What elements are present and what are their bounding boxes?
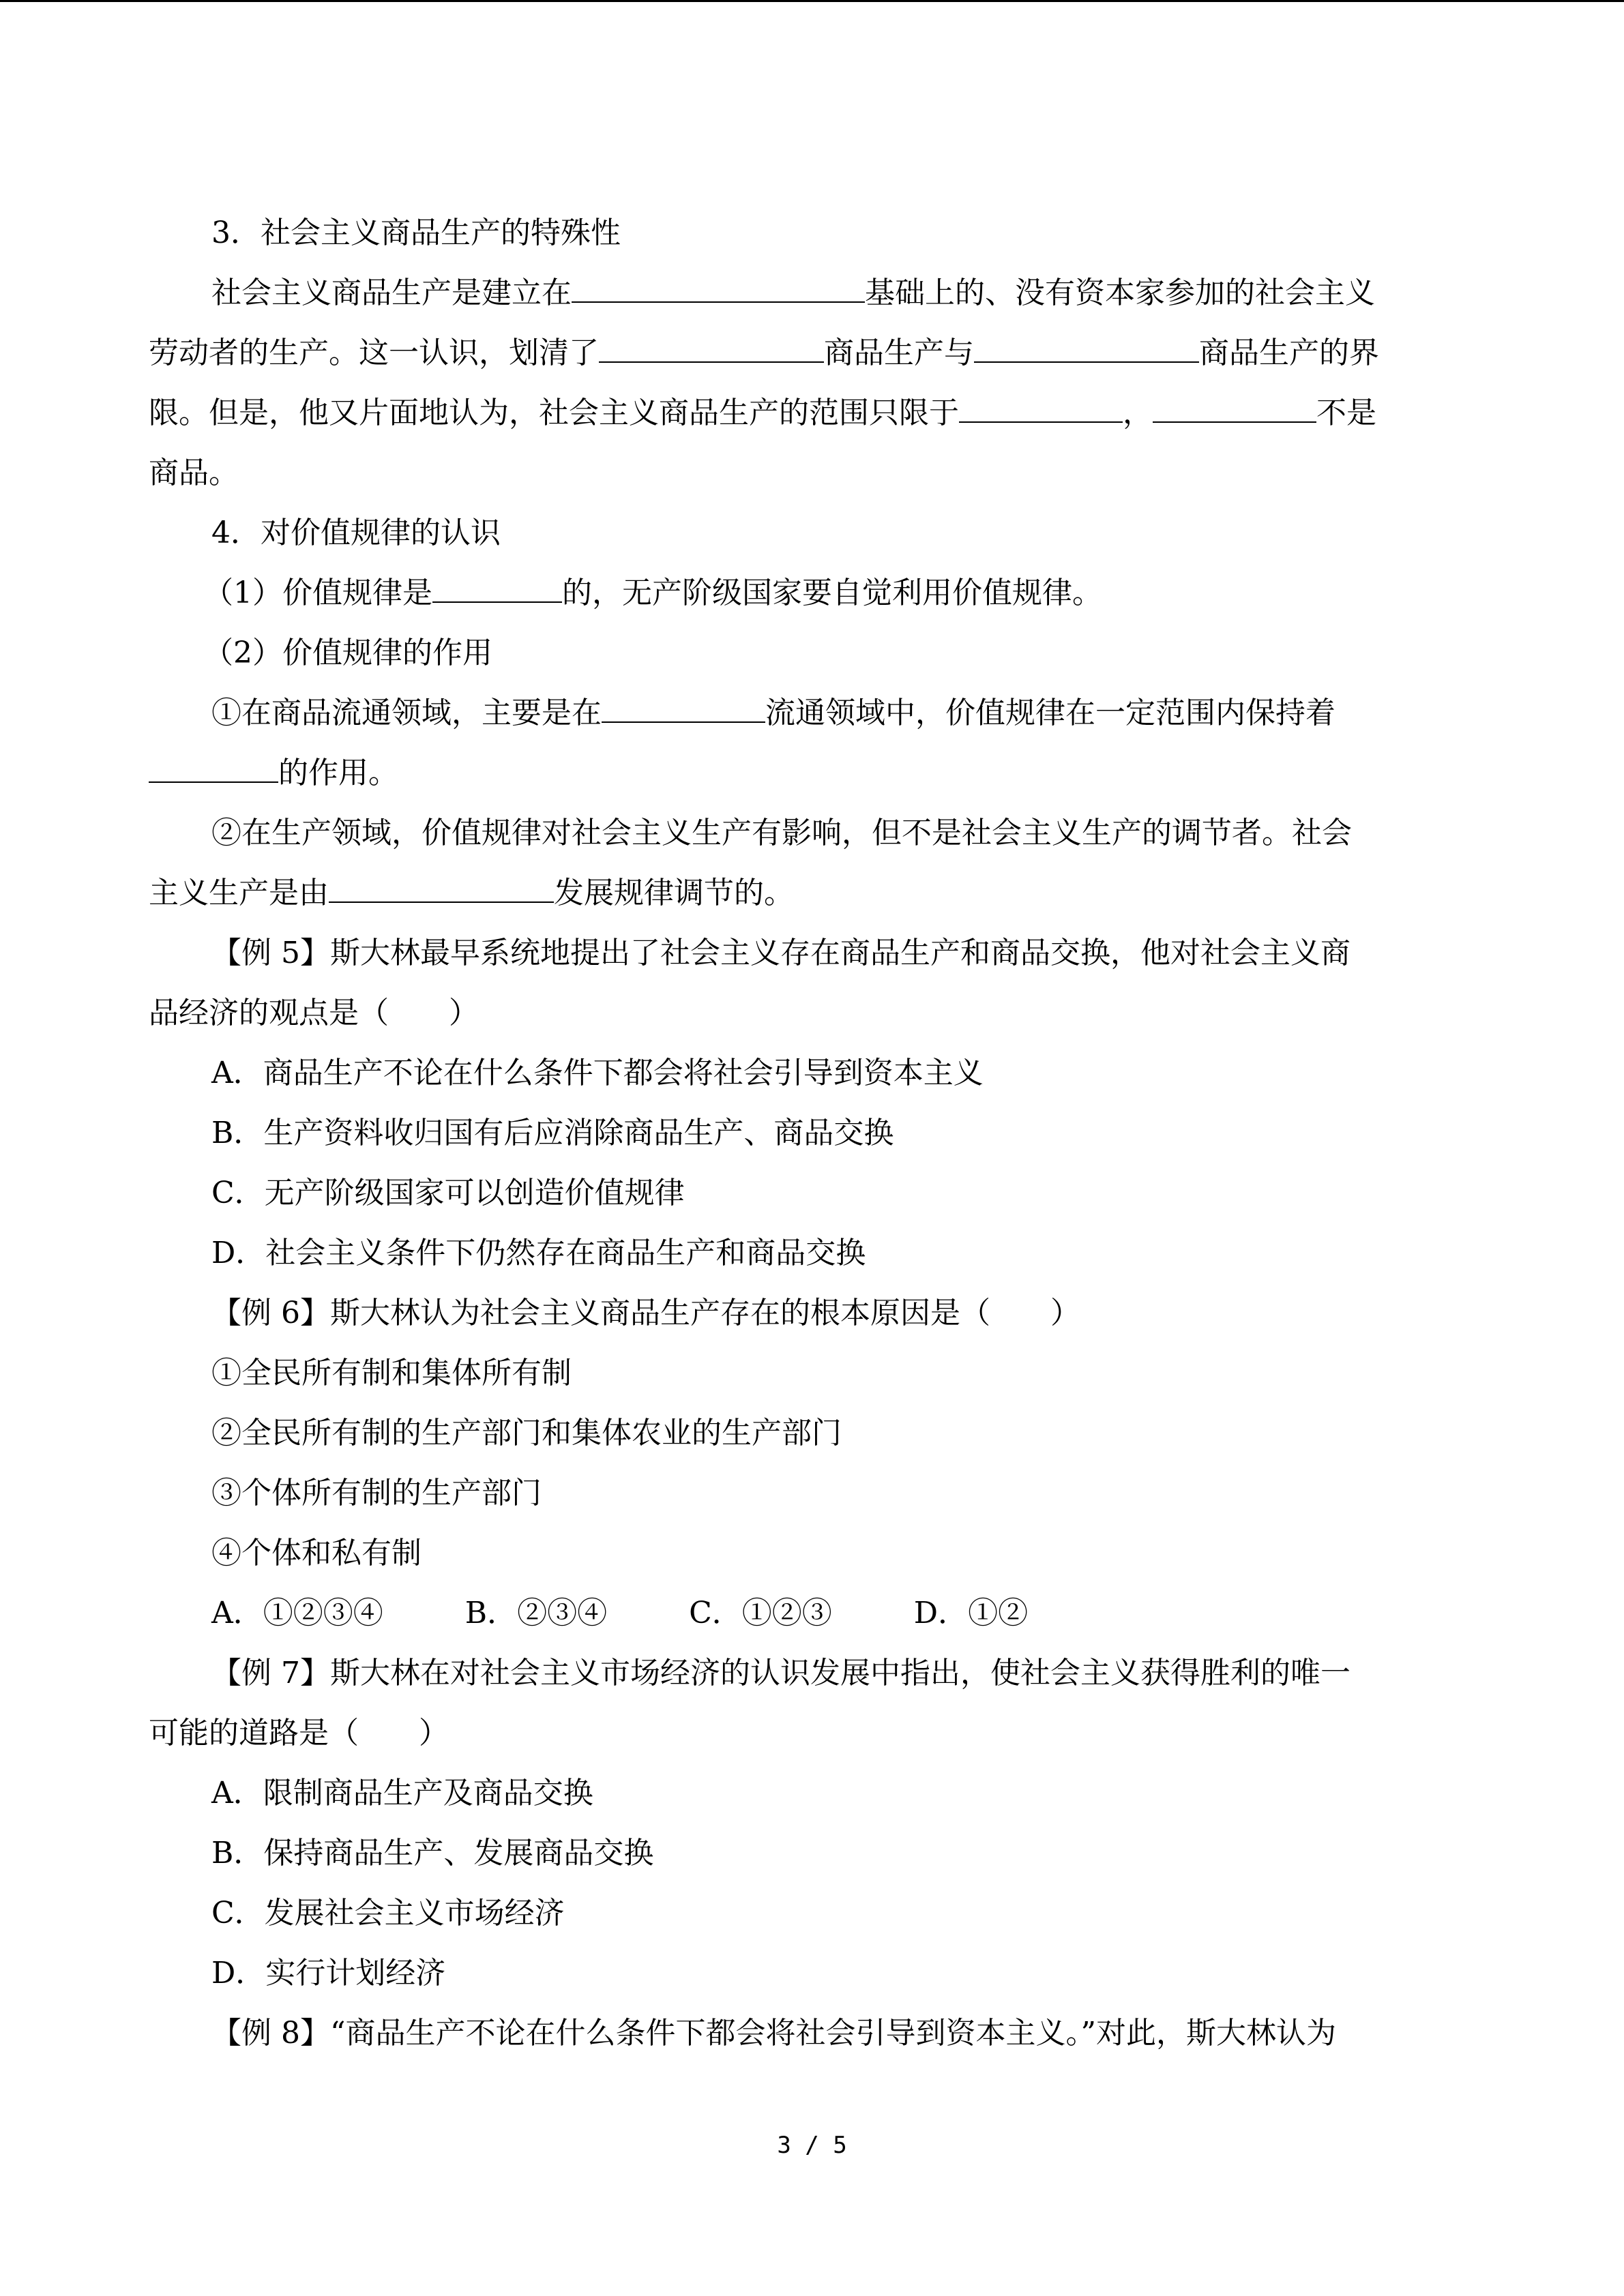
section-4-circled-1-line xyxy=(149,683,1458,743)
example-6-option-c[interactable]: C．①②③ xyxy=(689,1596,832,1630)
example-7-option-c[interactable]: C．发展社会主义市场经济 xyxy=(211,1896,565,1930)
text-segment: 限。但是，他又片面地认为，社会主义商品生产的范围只限于 xyxy=(149,396,959,430)
section-3-paragraph-line xyxy=(149,323,1458,383)
text-segment: 发展规律调节的。 xyxy=(554,876,794,910)
example-6-option-d[interactable]: D．①② xyxy=(913,1596,1029,1630)
example-7-option-b[interactable]: B．保持商品生产、发展商品交换 xyxy=(211,1836,654,1870)
section-4-circled-2-line xyxy=(149,863,1458,923)
page-number: 3 / 5 xyxy=(777,2132,847,2159)
top-border xyxy=(0,0,1624,2)
example-7-stem: 【例 7】斯大林在对社会主义市场经济的认识发展中指出，使社会主义获得胜利的唯一 xyxy=(211,1656,1350,1690)
text-segment: 基础上的、没有资本家参加的社会主义 xyxy=(865,275,1375,310)
example-6-option-a[interactable]: A．①②③④ xyxy=(211,1596,383,1630)
text-segment: 主义生产是由 xyxy=(149,876,329,910)
section-3-paragraph-line xyxy=(149,383,1458,443)
section-3-heading: 3．社会主义商品生产的特殊性 xyxy=(211,215,621,250)
example-8-stem: 【例 8】“商品生产不论在什么条件下都会将社会引导到资本主义。”对此，斯大林认为 xyxy=(211,2016,1336,2051)
example-6-options xyxy=(149,1583,1458,1643)
text-segment: ， xyxy=(1123,396,1153,430)
text-segment: 流通领域中，价值规律在一定范围内保持着 xyxy=(765,696,1335,730)
section-4-circled-2-line: ②在生产领域，价值规律对社会主义生产有影响，但不是社会主义生产的调节者。社会 xyxy=(211,816,1352,850)
example-6-item-4: ④个体和私有制 xyxy=(211,1536,422,1570)
example-5-option-c[interactable]: C．无产阶级国家可以创造价值规律 xyxy=(211,1176,685,1210)
page-content xyxy=(149,203,1458,2063)
example-5-option-a[interactable]: A．商品生产不论在什么条件下都会将社会引导到资本主义 xyxy=(211,1056,984,1090)
example-7-stem: 可能的道路是（ ） xyxy=(149,1716,449,1750)
section-4-item-1 xyxy=(149,563,1458,623)
text-segment: （1）价值规律是 xyxy=(203,576,432,610)
fill-in-blank[interactable] xyxy=(149,758,278,783)
text-segment: 商品生产与 xyxy=(824,336,974,370)
text-segment: 劳动者的生产。这一认识，划清了 xyxy=(149,336,599,370)
section-4-heading: 4．对价值规律的认识 xyxy=(211,516,501,550)
example-6-item-3: ③个体所有制的生产部门 xyxy=(211,1476,542,1510)
fill-in-blank[interactable] xyxy=(432,578,562,603)
example-6-item-2: ②全民所有制的生产部门和集体农业的生产部门 xyxy=(211,1416,842,1450)
example-5-stem: 品经济的观点是（ ） xyxy=(149,996,479,1030)
text-segment: 社会主义商品生产是建立在 xyxy=(211,275,572,310)
text-segment: ①在商品流通领域，主要是在 xyxy=(211,696,602,730)
section-3-paragraph-line: 商品。 xyxy=(149,456,239,490)
section-3-paragraph-line xyxy=(149,263,1458,323)
section-4-circled-1-line xyxy=(149,743,1458,803)
fill-in-blank[interactable] xyxy=(1153,398,1316,423)
text-segment: 不是 xyxy=(1316,396,1376,430)
fill-in-blank[interactable] xyxy=(959,398,1123,423)
example-5-stem: 【例 5】斯大林最早系统地提出了社会主义存在商品生产和商品交换，他对社会主义商 xyxy=(211,936,1350,970)
example-7-option-d[interactable]: D．实行计划经济 xyxy=(211,1956,446,1991)
example-5-option-d[interactable]: D．社会主义条件下仍然存在商品生产和商品交换 xyxy=(211,1236,866,1270)
fill-in-blank[interactable] xyxy=(599,338,824,363)
fill-in-blank[interactable] xyxy=(974,338,1199,363)
example-6-item-1: ①全民所有制和集体所有制 xyxy=(211,1356,572,1390)
text-segment: 的，无产阶级国家要自觉利用价值规律。 xyxy=(562,576,1102,610)
example-7-option-a[interactable]: A．限制商品生产及商品交换 xyxy=(211,1776,593,1810)
fill-in-blank[interactable] xyxy=(572,278,865,303)
fill-in-blank[interactable] xyxy=(329,878,554,903)
section-4-item-2: （2）价值规律的作用 xyxy=(203,636,492,670)
example-6-stem: 【例 6】斯大林认为社会主义商品生产存在的根本原因是（ ） xyxy=(211,1296,1080,1330)
fill-in-blank[interactable] xyxy=(602,698,765,723)
example-5-option-b[interactable]: B．生产资料收归国有后应消除商品生产、商品交换 xyxy=(211,1116,894,1150)
example-6-option-b[interactable]: B．②③④ xyxy=(464,1596,608,1630)
text-segment: 的作用。 xyxy=(278,756,398,790)
text-segment: 商品生产的界 xyxy=(1199,336,1379,370)
